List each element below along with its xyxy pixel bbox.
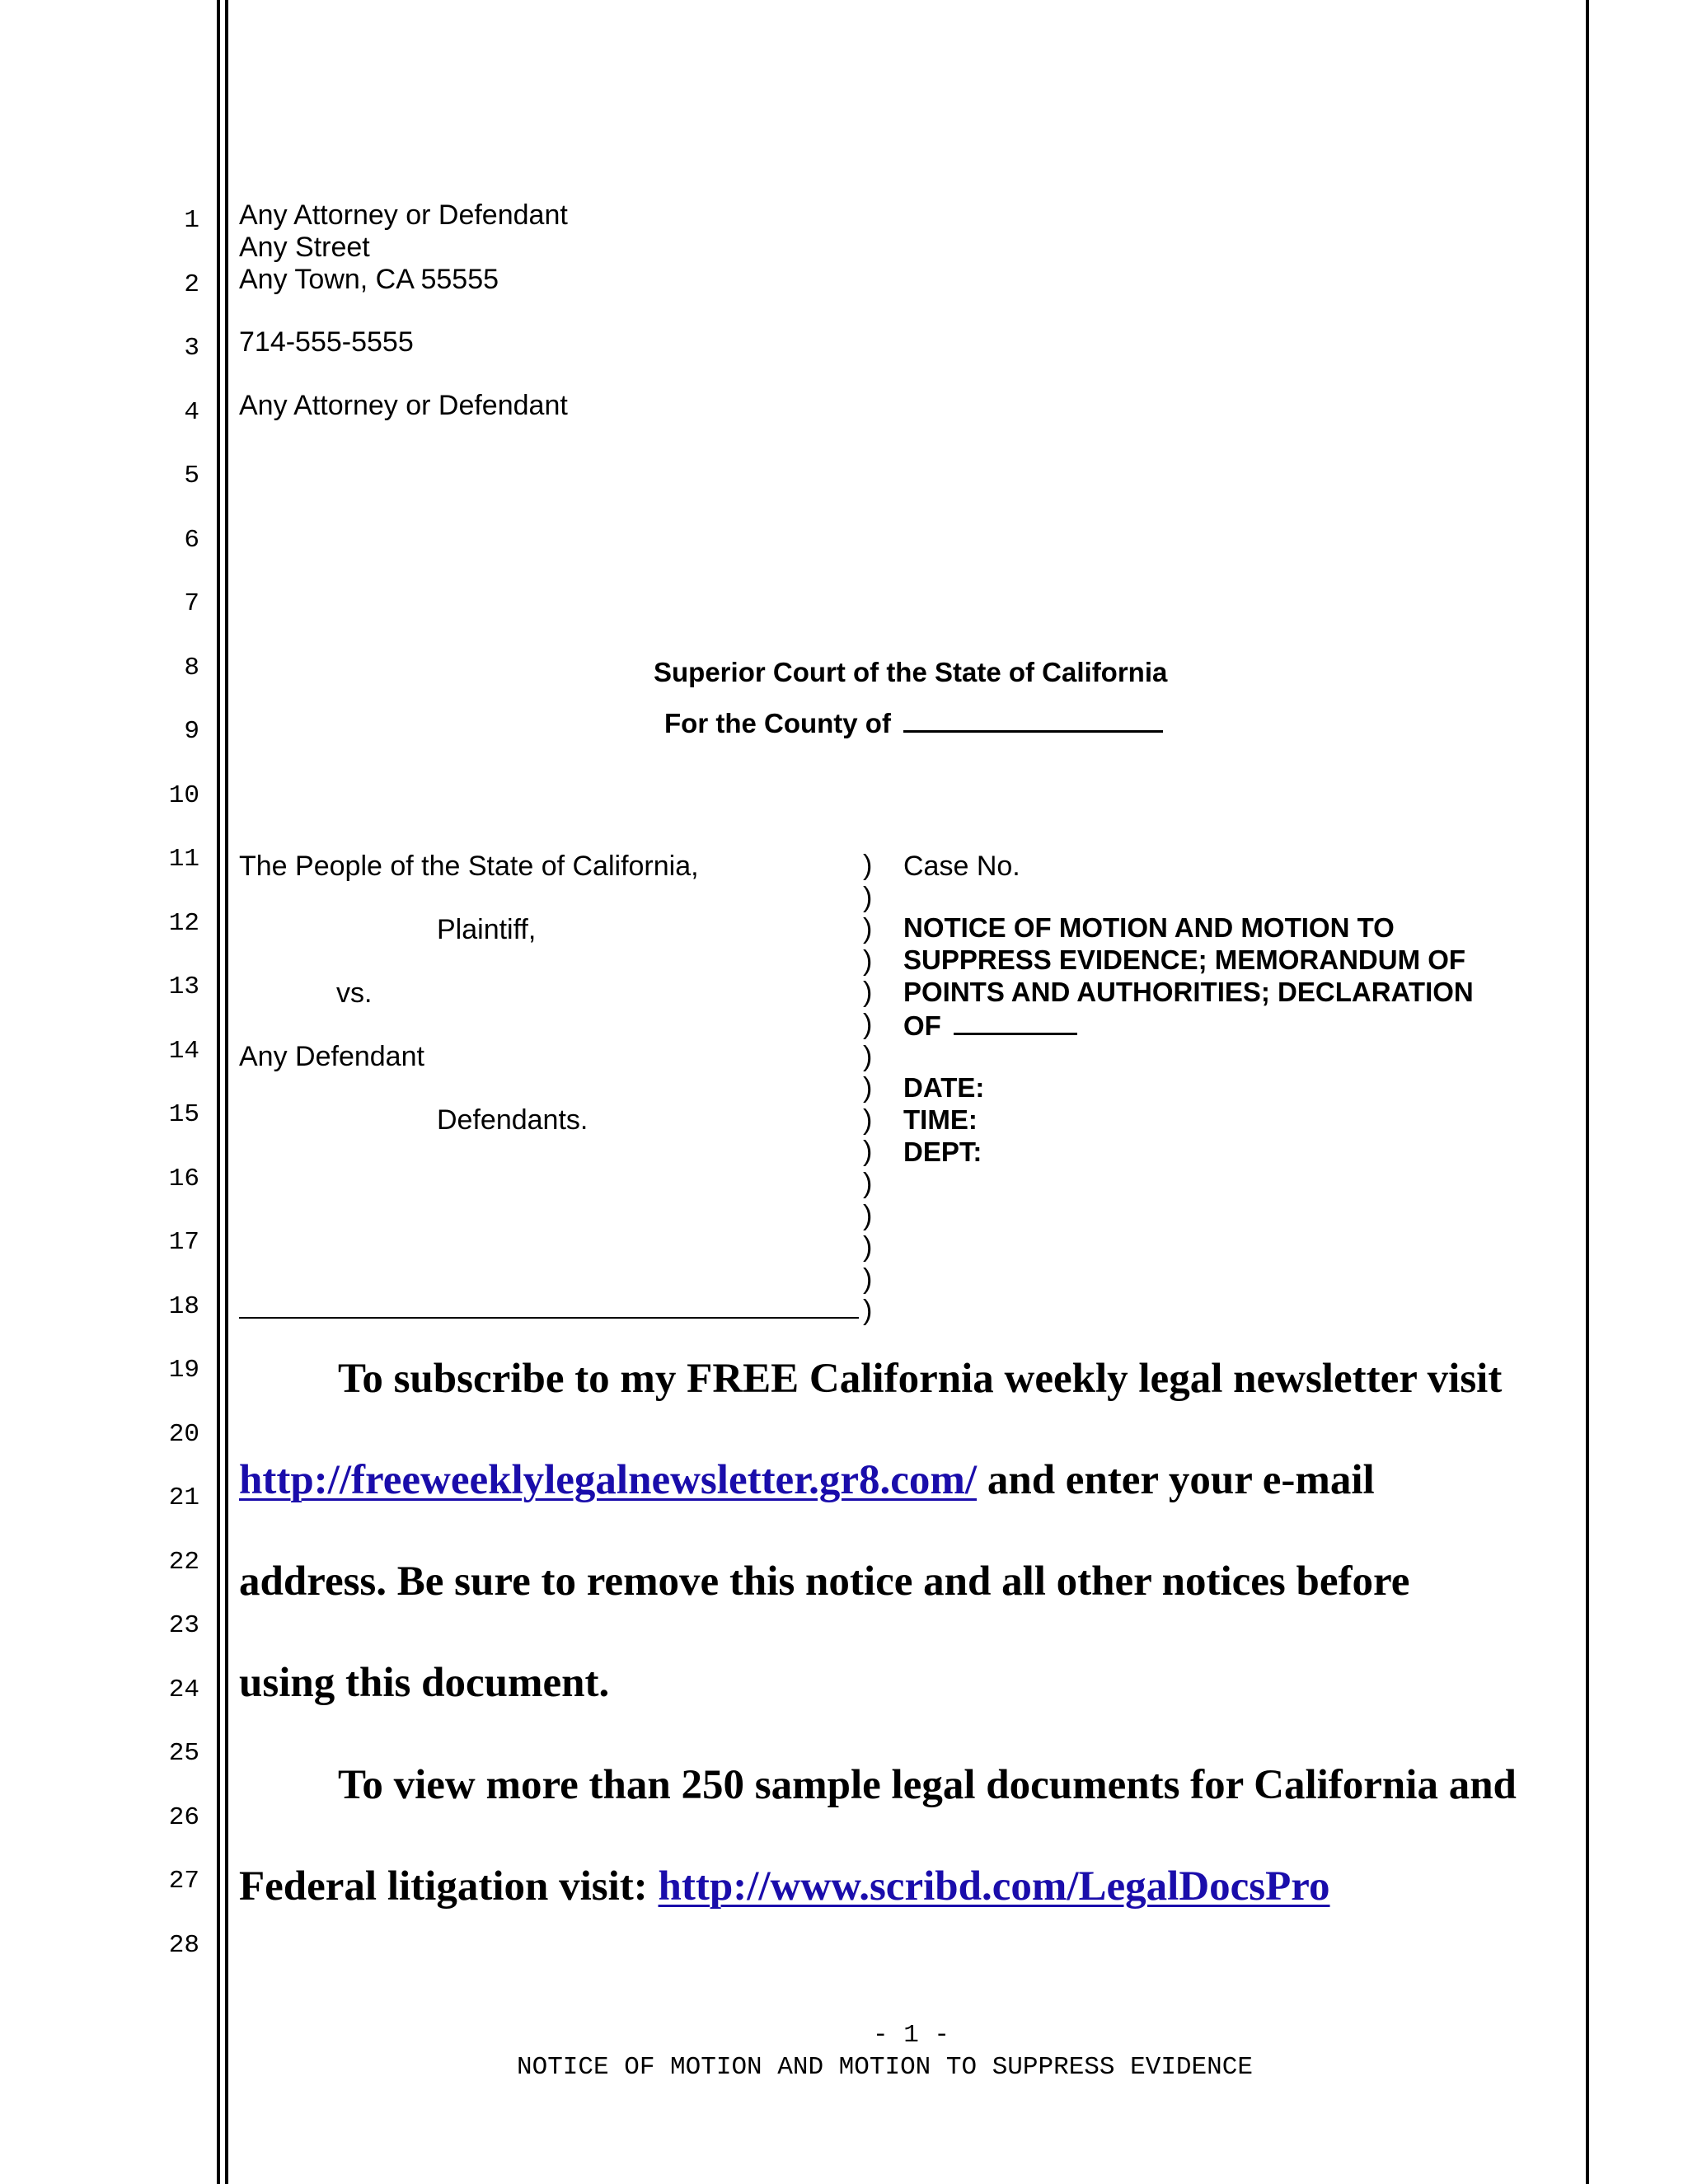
line-number: 27	[168, 1867, 199, 1896]
county-blank	[903, 705, 1163, 733]
margin-rule-left-outer	[217, 0, 220, 2184]
motion-title-line-3: POINTS AND AUTHORITIES; DECLARATION	[903, 977, 1474, 1007]
notice-line-5: To view more than 250 sample legal documents for California and	[338, 1762, 1517, 1808]
line-number: 19	[168, 1356, 199, 1385]
notice-line-3: address. Be sure to remove this notice and all other notices before	[239, 1558, 1410, 1605]
caption-paren: )	[863, 881, 873, 913]
line-number: 22	[168, 1547, 199, 1577]
margin-rule-left-inner	[225, 0, 228, 2184]
declaration-of-label: OF	[903, 1010, 941, 1041]
line-number: 23	[168, 1611, 199, 1640]
line-number: 4	[184, 397, 199, 427]
line-number: 3	[184, 334, 199, 363]
scribd-link[interactable]: http://www.scribd.com/LegalDocsPro	[658, 1863, 1330, 1910]
caption-underline	[239, 1317, 859, 1319]
versus-label: vs.	[336, 977, 373, 1009]
caption-paren: )	[863, 1168, 873, 1199]
page-number: - 1 -	[873, 2021, 950, 2050]
caption-paren: )	[863, 977, 873, 1009]
notice-line-2	[239, 1455, 1375, 1505]
caption-paren: )	[863, 1199, 873, 1231]
notice-line-6	[239, 1862, 1330, 1911]
line-number: 1	[184, 206, 199, 235]
line-number: 13	[168, 972, 199, 1001]
court-name: Superior Court of the State of California	[654, 657, 1168, 687]
hearing-dept-label: DEPT:	[903, 1137, 982, 1167]
case-number-label: Case No.	[903, 851, 1020, 882]
attorney-phone: 714-555-5555	[239, 326, 414, 358]
line-number: 12	[168, 908, 199, 938]
caption-paren: )	[863, 1295, 873, 1327]
line-number: 8	[184, 653, 199, 682]
newsletter-link[interactable]: http://freeweeklylegalnewsletter.gr8.com/	[239, 1457, 978, 1503]
line-number: 20	[168, 1419, 199, 1449]
line-number: 2	[184, 269, 199, 299]
line-number: 21	[168, 1483, 199, 1512]
attorney-name: Any Attorney or Defendant	[239, 199, 568, 231]
defendant-name: Any Defendant	[239, 1041, 424, 1072]
line-number: 18	[168, 1291, 199, 1321]
hearing-time-label: TIME:	[903, 1104, 978, 1135]
attorney-block	[239, 199, 568, 422]
line-number: 17	[168, 1228, 199, 1257]
line-number: 16	[168, 1164, 199, 1193]
caption-paren: )	[863, 913, 873, 945]
footer-title: NOTICE OF MOTION AND MOTION TO SUPPRESS EVIDENCE	[517, 2053, 1253, 2082]
motion-title-line-4	[903, 1008, 1077, 1043]
line-number: 28	[168, 1930, 199, 1960]
line-number: 24	[168, 1675, 199, 1704]
notice-line-1: To subscribe to my FREE California weekly legal newsletter visit	[338, 1356, 1503, 1402]
caption-paren: )	[863, 850, 873, 881]
line-number: 7	[184, 589, 199, 618]
line-number: 6	[184, 525, 199, 555]
county-label: For the County of	[664, 708, 891, 738]
plaintiff-role: Plaintiff,	[437, 914, 537, 945]
hearing-date-label: DATE:	[903, 1072, 985, 1103]
caption-paren: )	[863, 1009, 873, 1040]
county-line	[664, 705, 1163, 740]
declarant-blank	[954, 1008, 1077, 1035]
caption-paren: )	[863, 1136, 873, 1168]
margin-rule-right	[1586, 0, 1589, 2184]
caption-paren: )	[863, 944, 873, 977]
caption-paren: )	[863, 1231, 873, 1263]
notice-line-4: using this document.	[239, 1660, 610, 1706]
motion-title-line-2: SUPPRESS EVIDENCE; MEMORANDUM OF	[903, 944, 1466, 975]
caption-paren: )	[863, 1263, 873, 1295]
line-number: 26	[168, 1802, 199, 1832]
caption-paren: )	[863, 1072, 873, 1104]
line-number: 25	[168, 1739, 199, 1768]
notice-line-6-prefix: Federal litigation visit:	[239, 1863, 659, 1910]
line-number: 14	[168, 1036, 199, 1066]
caption-paren: )	[863, 1104, 873, 1136]
caption-paren: )	[863, 1040, 873, 1072]
attorney-street: Any Street	[239, 232, 370, 263]
line-number: 15	[168, 1100, 199, 1129]
attorney-for: Any Attorney or Defendant	[239, 390, 568, 421]
line-number: 11	[168, 845, 199, 874]
attorney-city: Any Town, CA 55555	[239, 264, 499, 295]
line-number: 9	[184, 717, 199, 746]
defendant-role: Defendants.	[437, 1104, 588, 1136]
line-number: 5	[184, 462, 199, 490]
plaintiff-name: The People of the State of California,	[239, 851, 699, 882]
line-number: 10	[168, 780, 199, 810]
notice-line-2-rest: and enter your e-mail	[977, 1457, 1375, 1503]
motion-title-line-1: NOTICE OF MOTION AND MOTION TO	[903, 912, 1395, 943]
